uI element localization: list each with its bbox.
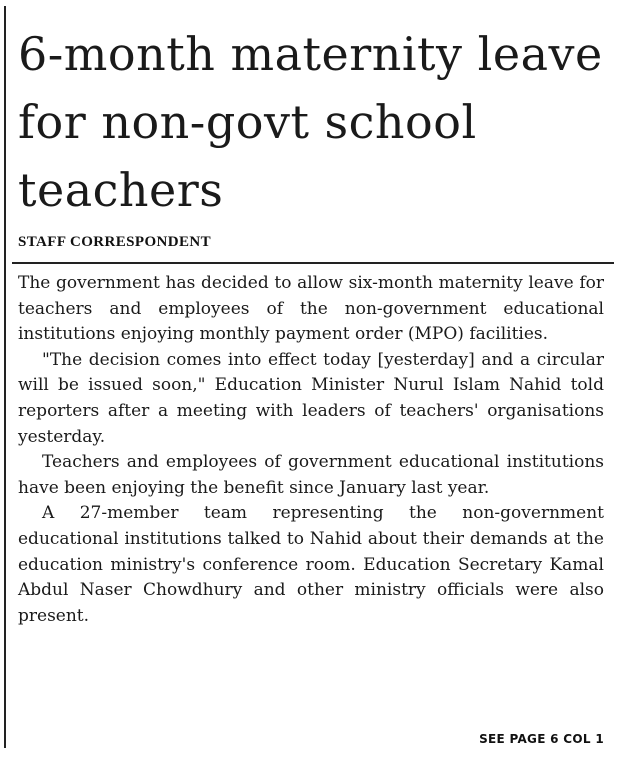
article-headline: 6-month maternity leave for non-govt school teachers: [18, 27, 603, 217]
article-body: [18, 271, 604, 629]
article-paragraph: The government has decided to allow six-month maternity leave for teachers and employees of the non-government educational institutions enjoying monthly payment order (MPO) facilities.: [18, 273, 604, 345]
continuation-jump-line: SEE PAGE 6 COL 1: [479, 732, 604, 746]
byline-divider: [12, 262, 614, 264]
article-byline: STAFF CORRESPONDENT: [18, 234, 212, 250]
article-paragraph: Teachers and employees of government educational institutions have been enjoying the benefit since January last year.: [18, 452, 604, 498]
article-paragraph: "The decision comes into effect today [yesterday] and a circular will be issued soon," Education Minister Nurul Islam Nahid told reporters after a meeting with leaders of teachers' organisations yesterday.: [18, 349, 604, 447]
article-paragraph: A 27-member team representing the non-government educational institutions talked to Nahid about their demands at the education ministry's conference room. Education Secretary Kamal Abdul Naser Chowdhury and other ministry officials were also present.: [18, 503, 604, 626]
column-rule-left: [4, 6, 6, 748]
